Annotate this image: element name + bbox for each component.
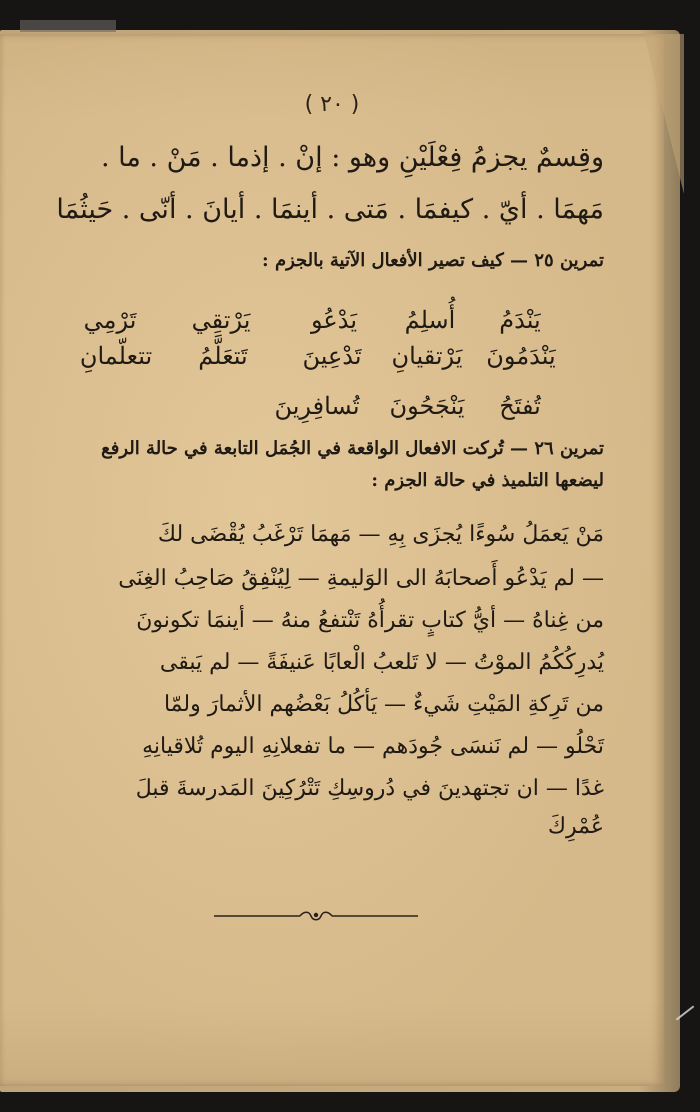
exercise-line: يُدرِكُكُمُ الموْتُ — لا تَلعبُ الْعابًا عَنيفَةً — لم يَبقى xyxy=(159,650,604,675)
exercise-26-title-line-2: ليضعها التلميذ في حالة الجزم : xyxy=(371,470,604,491)
verb-item: تتعلّمانِ xyxy=(79,342,153,370)
verb-item: يَدْعُو xyxy=(311,306,357,334)
verb-item: تَدْعِينَ xyxy=(302,342,362,370)
intro-line-1: وقِسمٌ يجزمُ فِعْلَيْنِ وهو : إنْ . إذما . مَنْ . ما . xyxy=(100,142,604,173)
exercise-26-title-line-1: تمرين ٢٦ — تُركت الافعال الواقعة في الجُمَل التابعة في حالة الرفع xyxy=(101,438,604,459)
ornament-divider xyxy=(214,908,418,924)
exercise-line: تَحْلُو — لم نَنسَى جُودَهم — ما تفعلانِهِ اليوم تُلاقيانِهِ xyxy=(142,734,604,759)
verb-item: يَرْتقيانِ xyxy=(391,342,463,370)
verb-item: يَنْدَمُونَ xyxy=(486,342,556,370)
verb-item: تُسافِرِينَ xyxy=(274,392,360,420)
exercise-line: غدًا — ان تجتهدينَ في دُروسِكِ تَتْرُكِينَ المَدرسةَ قبلَ xyxy=(135,776,604,801)
scanner-strip xyxy=(20,20,116,32)
exercise-line: مَنْ يَعمَلُ سُوءًا يُجزَى بِهِ — مَهمَا تَرْغَبُ يُقْضَى لكَ xyxy=(157,522,604,547)
book-page xyxy=(0,34,664,1086)
exercise-line: من غِناهُ — أيُّ كتابٍ تقرأُهُ تَنْتفعُ منهُ — أينمَا تكونونَ xyxy=(136,608,604,633)
exercise-25-title: تمرين ٢٥ — كيف تصير الأفعال الآتية بالجزم : xyxy=(262,250,604,271)
exercise-line: — لم يَدْعُو أَصحابَهُ الى الوَليمةِ — لِيُنْفِقُ صَاحِبُ الغِنَى xyxy=(118,566,604,591)
verb-item: تُفتَحُ xyxy=(499,392,541,420)
verb-item: يَنْدَمُ xyxy=(499,306,541,334)
verb-item: يَنْجَحُونَ xyxy=(389,392,465,420)
exercise-line: من تَرِكةِ المَيْتِ شَيءٌ — يَأكُلُ بَعْضُهم الأثمارَ ولمّا xyxy=(163,692,604,717)
verb-item: تَتعَلَّمُ xyxy=(198,342,248,370)
verb-item: تَرْمِي xyxy=(83,306,137,334)
page-number: ( ٢٠ ) xyxy=(304,92,360,117)
intro-line-2: مَهمَا . أيّ . كيفمَا . مَتى . أينمَا . أيانَ . أنّى . حَيثُمَا xyxy=(56,194,604,225)
exercise-line: عُمْرِكَ xyxy=(547,814,604,839)
verb-item: أُسلِمُ xyxy=(404,306,456,334)
verb-item: يَرْتقِي xyxy=(191,306,251,334)
